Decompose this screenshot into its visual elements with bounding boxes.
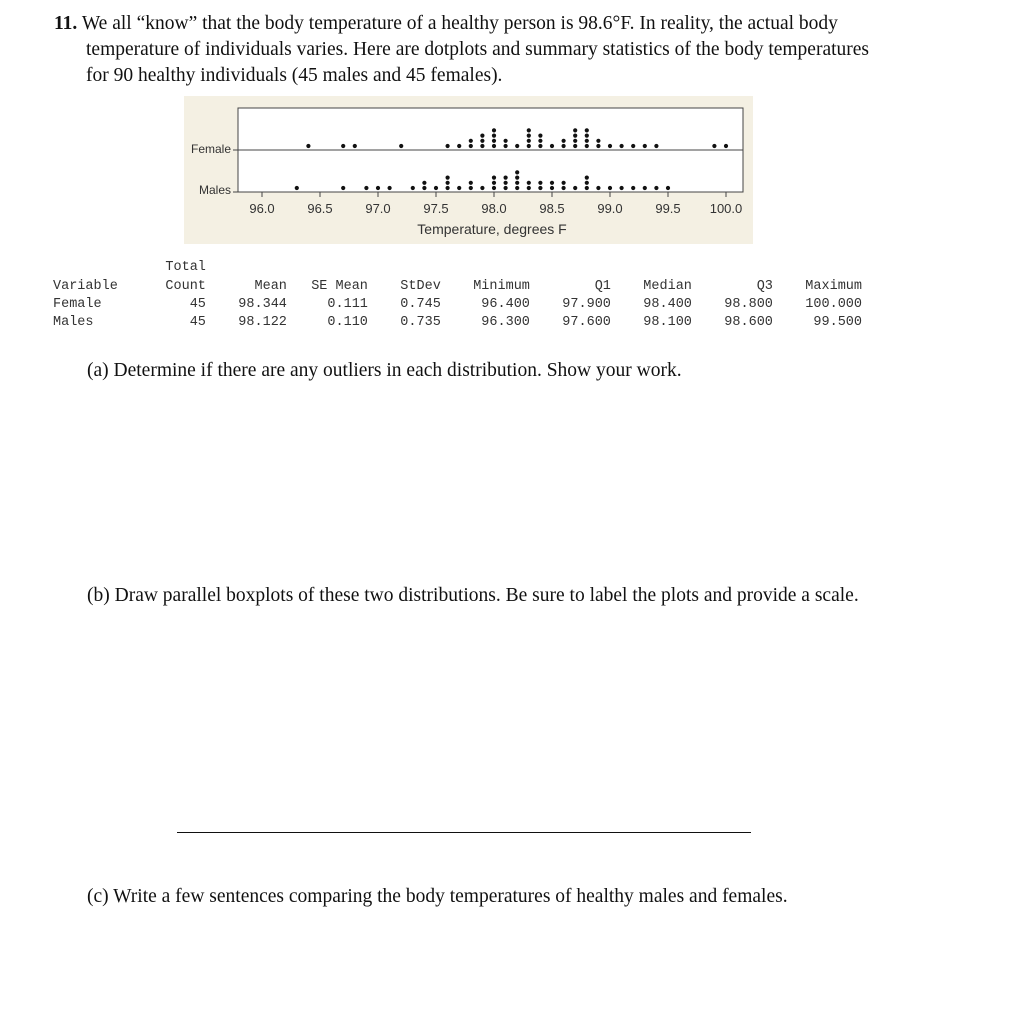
female-dot: [446, 144, 450, 148]
males-dot: [538, 186, 542, 190]
female-dot: [492, 128, 496, 132]
males-dot: [550, 186, 554, 190]
stats-cell: 45: [189, 297, 206, 312]
question-line-1: 11. We all “know” that the body temperature of a healthy person is 98.6°F. In reality, the actual body: [54, 13, 838, 34]
female-dot: [492, 139, 496, 143]
stats-header-cell: Count: [165, 279, 206, 294]
female-dot: [562, 144, 566, 148]
males-dot: [631, 186, 635, 190]
female-dot: [527, 139, 531, 143]
stats-cell: 100.000: [805, 297, 863, 312]
males-dot: [469, 181, 473, 185]
stats-header-cell: Q3: [756, 279, 773, 294]
stats-cell: 98.800: [724, 297, 773, 312]
question-line-3: for 90 healthy individuals (45 males and 45 females).: [86, 65, 503, 86]
stats-cell: 97.600: [562, 315, 611, 330]
female-dot: [724, 144, 728, 148]
female-dot: [573, 128, 577, 132]
stats-cell: 0.745: [400, 297, 441, 312]
males-dot: [562, 186, 566, 190]
female-dot: [585, 139, 589, 143]
males-dot: [527, 181, 531, 185]
males-dot: [515, 170, 519, 174]
female-dot: [341, 144, 345, 148]
males-dot: [596, 186, 600, 190]
males-dot: [295, 186, 299, 190]
x-tick-label: 99.0: [597, 201, 623, 216]
males-dot: [480, 186, 484, 190]
female-dot: [620, 144, 624, 148]
males-dot: [492, 186, 496, 190]
part-a-prompt: (a) Determine if there are any outliers in each distribution. Show your work.: [87, 360, 682, 381]
stats-cell: 97.900: [562, 297, 611, 312]
males-dot: [585, 186, 589, 190]
males-dot: [504, 181, 508, 185]
female-dot: [596, 144, 600, 148]
males-dot: [527, 186, 531, 190]
males-dot: [422, 186, 426, 190]
female-dot: [480, 144, 484, 148]
stats-cell: 98.400: [643, 297, 692, 312]
males-dot: [515, 181, 519, 185]
female-dot: [712, 144, 716, 148]
female-dot: [469, 144, 473, 148]
males-dot: [434, 186, 438, 190]
female-dot: [643, 144, 647, 148]
dotplot-chart: [184, 96, 753, 244]
x-axis-label: Temperature, degrees F: [417, 221, 567, 237]
female-dot: [457, 144, 461, 148]
males-dot: [538, 181, 542, 185]
males-dot: [422, 181, 426, 185]
row-label-males: Males: [198, 183, 231, 197]
female-dot: [306, 144, 310, 148]
males-dot: [504, 186, 508, 190]
stats-header-total: Total: [165, 260, 206, 275]
stats-cell: 0.735: [400, 315, 441, 330]
question-number: 11.: [54, 13, 78, 34]
males-dot: [573, 186, 577, 190]
female-dot: [527, 128, 531, 132]
stats-cell: 96.300: [481, 315, 530, 330]
x-tick-label: 99.5: [655, 201, 681, 216]
female-dot: [573, 134, 577, 138]
female-dot: [527, 134, 531, 138]
female-dot: [631, 144, 635, 148]
stats-header-cell: StDev: [400, 279, 441, 294]
males-dot: [411, 186, 415, 190]
males-dot: [457, 186, 461, 190]
female-dot: [538, 144, 542, 148]
males-dot: [562, 181, 566, 185]
female-dot: [562, 139, 566, 143]
female-dot: [538, 134, 542, 138]
stats-header-cell: Mean: [254, 279, 287, 294]
row-label-female: Female: [190, 142, 231, 156]
stats-cell: 0.111: [327, 297, 368, 312]
question-text: [54, 11, 984, 89]
part-c-prompt: (c) Write a few sentences comparing the body temperatures of healthy males and females.: [87, 886, 788, 907]
males-dot: [492, 176, 496, 180]
males-dot: [376, 186, 380, 190]
female-dot: [480, 139, 484, 143]
female-dot: [608, 144, 612, 148]
x-tick-label: 100.0: [709, 201, 743, 216]
x-tick-label: 96.0: [249, 201, 275, 216]
female-dot: [399, 144, 403, 148]
males-dot: [550, 181, 554, 185]
female-dot: [480, 134, 484, 138]
x-tick-label: 97.5: [423, 201, 449, 216]
males-dot: [341, 186, 345, 190]
female-dot: [573, 139, 577, 143]
males-dot: [666, 186, 670, 190]
males-dot: [469, 186, 473, 190]
males-dot: [608, 186, 612, 190]
stats-cell: 98.600: [724, 315, 773, 330]
female-dot: [573, 144, 577, 148]
males-dot: [643, 186, 647, 190]
stats-cell: 0.110: [327, 315, 368, 330]
males-dot: [492, 181, 496, 185]
males-dot: [620, 186, 624, 190]
stats-header-cell: SE Mean: [311, 279, 368, 294]
males-dot: [446, 181, 450, 185]
males-dot: [446, 186, 450, 190]
stats-cell: 99.500: [813, 315, 862, 330]
stats-cell: Female: [53, 297, 102, 312]
female-dot: [492, 144, 496, 148]
x-tick-label: 98.0: [481, 201, 507, 216]
female-dot: [585, 134, 589, 138]
female-dot: [504, 139, 508, 143]
males-dot: [515, 186, 519, 190]
female-dot: [492, 134, 496, 138]
males-dot: [504, 176, 508, 180]
stats-cell: 45: [189, 315, 206, 330]
males-dot: [585, 181, 589, 185]
males-dot: [388, 186, 392, 190]
female-dot: [538, 139, 542, 143]
female-dot: [504, 144, 508, 148]
female-dot: [550, 144, 554, 148]
female-dot: [515, 144, 519, 148]
x-tick-label: 97.0: [365, 201, 391, 216]
dotplot-panel: [184, 96, 753, 244]
stats-header-cell: Q1: [594, 279, 611, 294]
stats-header-cell: Median: [643, 279, 692, 294]
stats-header-cell: Variable: [53, 279, 118, 294]
female-dot: [596, 139, 600, 143]
x-tick-label: 96.5: [307, 201, 333, 216]
female-dot: [353, 144, 357, 148]
female-dot: [585, 144, 589, 148]
question-line-2: temperature of individuals varies. Here are dotplots and summary statistics of the body temperatures: [86, 39, 870, 60]
stats-cell: 98.344: [238, 297, 287, 312]
stats-header-cell: Minimum: [473, 279, 530, 294]
part-b-prompt: (b) Draw parallel boxplots of these two distributions. Be sure to label the plots and provide a scale.: [87, 585, 859, 606]
males-dot: [446, 176, 450, 180]
stats-cell: 98.100: [643, 315, 692, 330]
males-dot: [515, 176, 519, 180]
female-dot: [585, 128, 589, 132]
x-tick-label: 98.5: [539, 201, 565, 216]
stats-cell: Males: [53, 315, 94, 330]
males-dot: [364, 186, 368, 190]
female-dot: [654, 144, 658, 148]
males-dot: [585, 176, 589, 180]
stats-cell: 98.122: [238, 315, 287, 330]
stats-cell: 96.400: [481, 297, 530, 312]
stats-header-cell: Maximum: [805, 279, 863, 294]
female-dot: [469, 139, 473, 143]
female-dot: [527, 144, 531, 148]
answer-line: [177, 832, 751, 833]
males-dot: [654, 186, 658, 190]
